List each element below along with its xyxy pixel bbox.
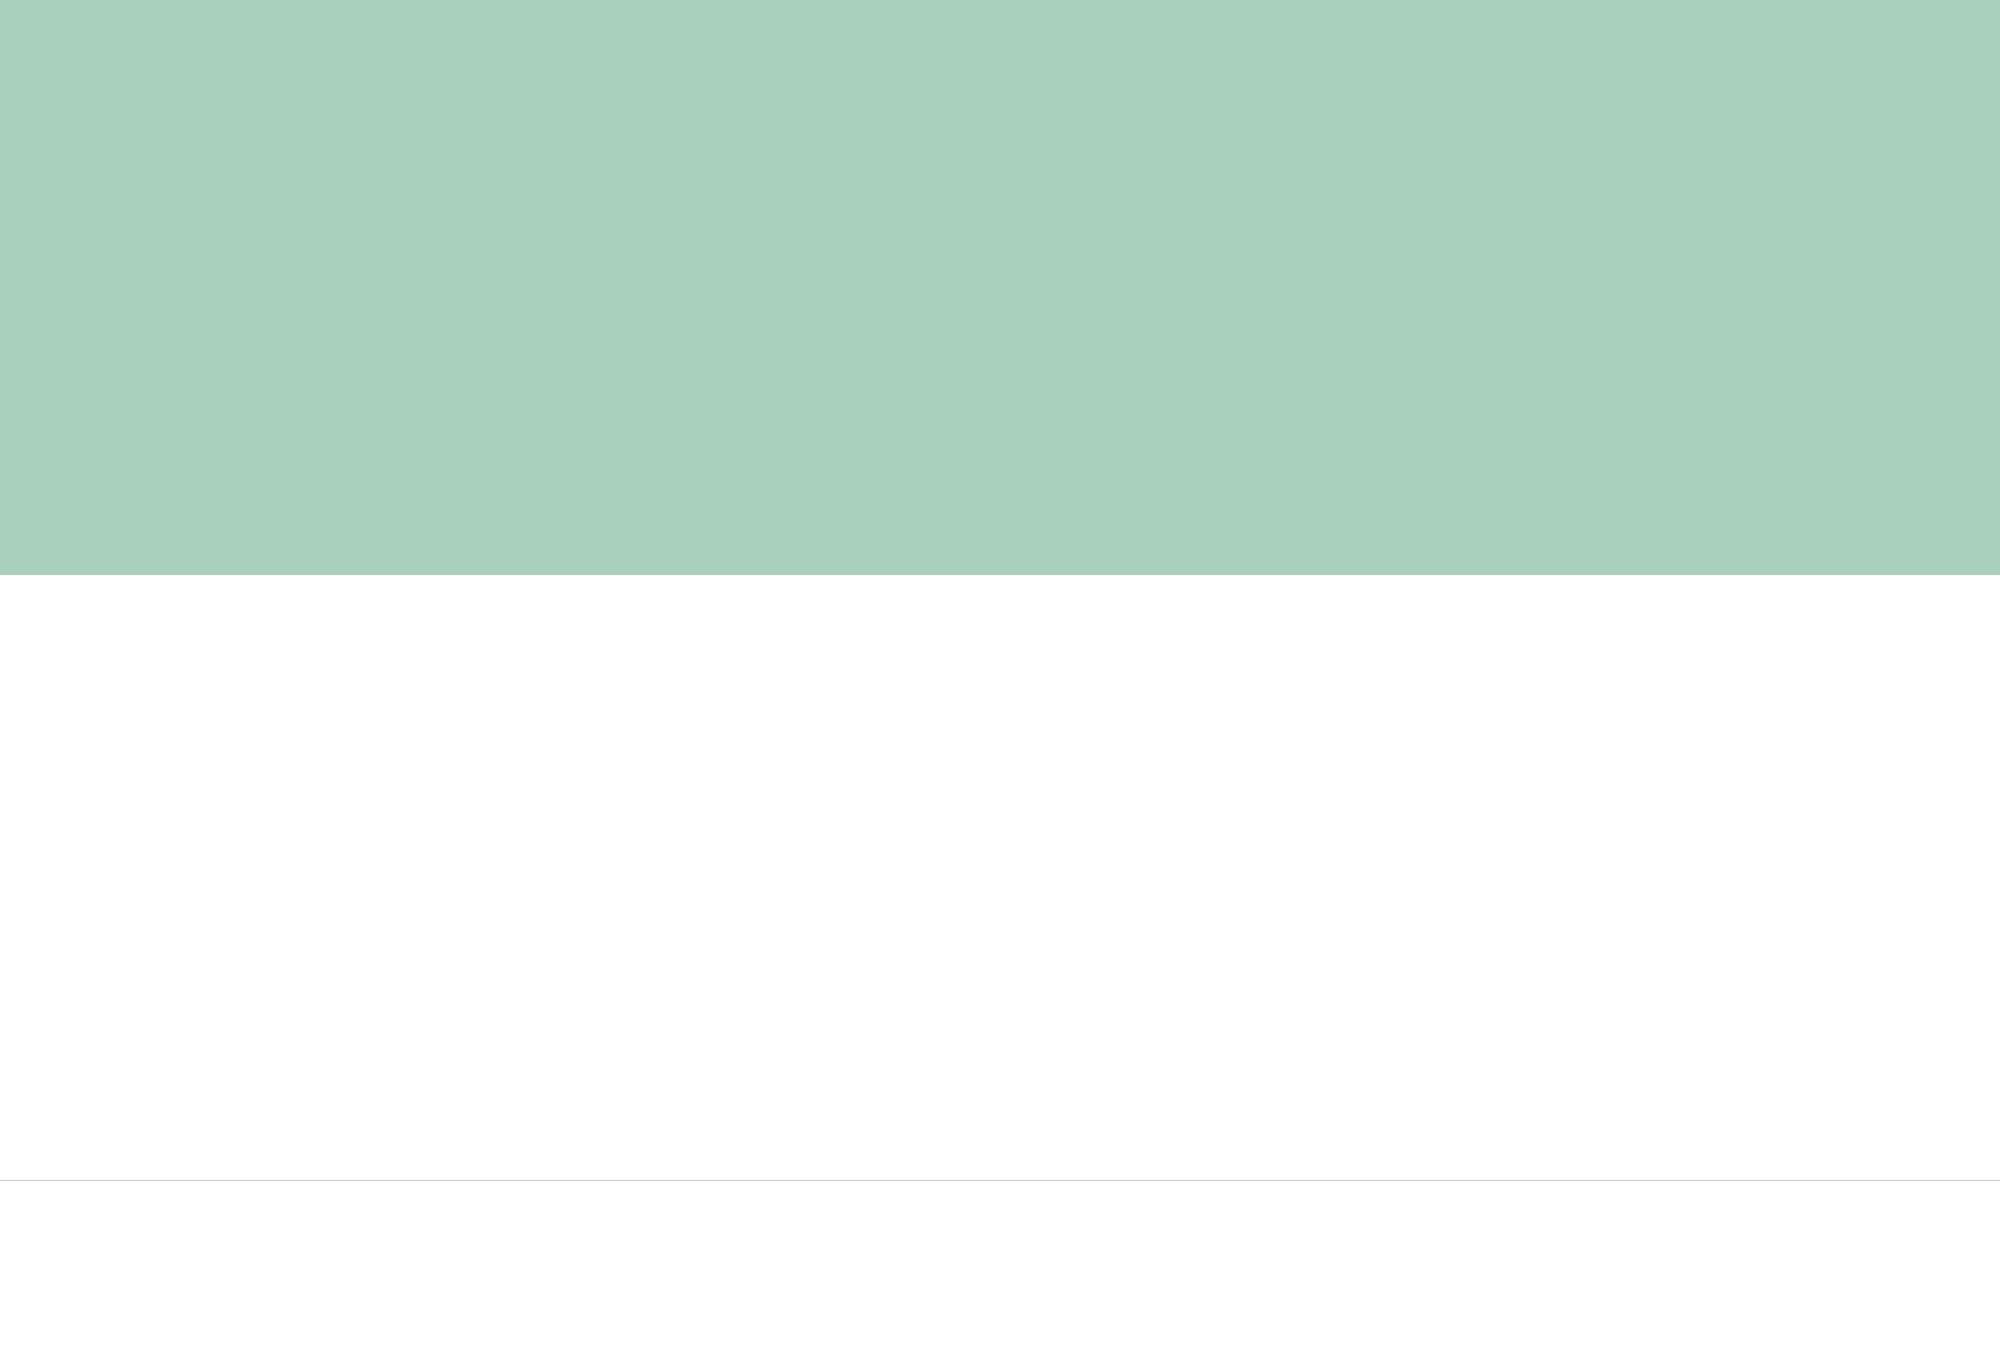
year-overview xyxy=(0,1180,2000,1349)
spiral-binding xyxy=(0,555,2000,640)
weekly-notes-sheet xyxy=(0,0,2000,575)
weekly-planner-sheet xyxy=(0,640,2000,1180)
